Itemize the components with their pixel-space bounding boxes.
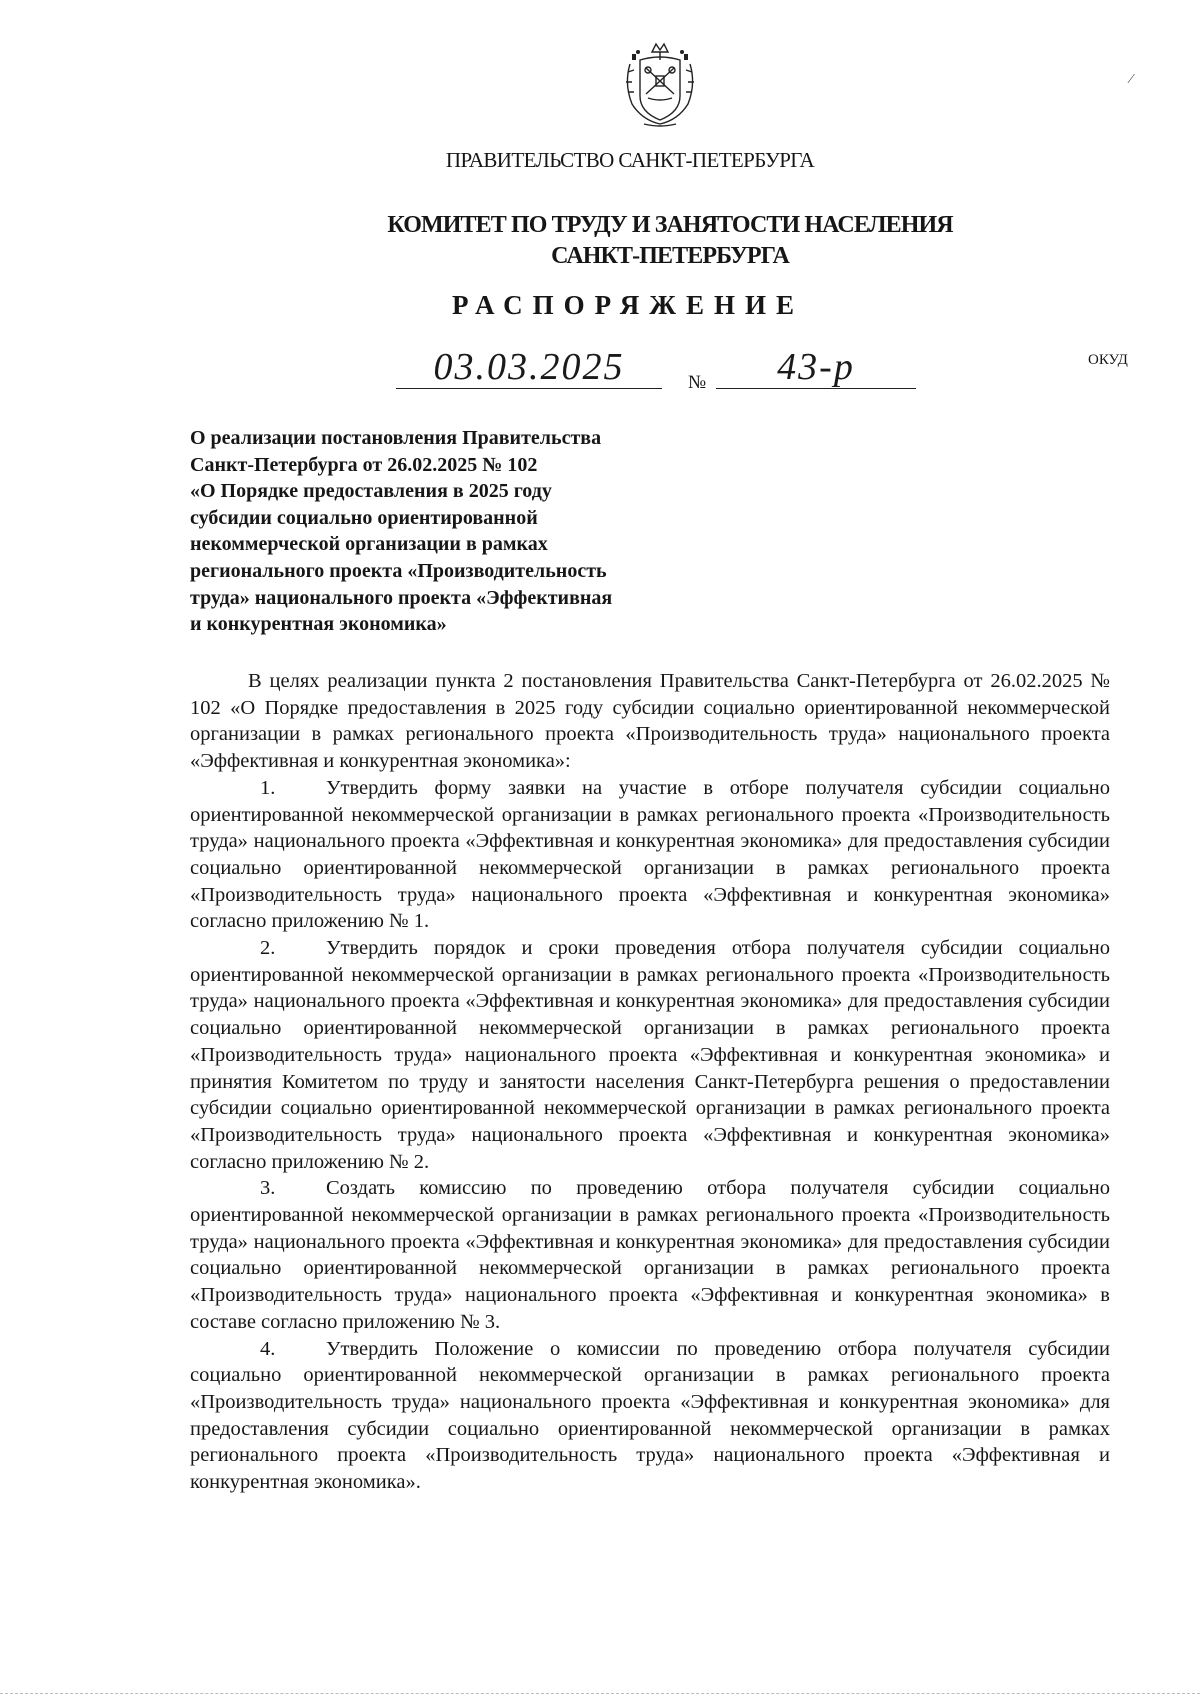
- item-text: Утвердить Положение о комиссии по проведению отбора получателя субсидии социально ориентированной некоммерческой организации в рамках регионального проекта «Производительность труда» национального проекта «Эффективная и конкурентная экономика» для предоставления субсидии социально ориентированной некоммерческой организации в рамках регионального проекта «Производительность труда» национального проекта «Эффективная и конкурентная экономика».: [190, 1337, 1110, 1494]
- subject-line: О реализации постановления Правительства: [190, 427, 602, 449]
- committee-title-line1: КОМИТЕТ ПО ТРУДУ И ЗАНЯТОСТИ НАСЕЛЕНИЯ: [387, 212, 953, 238]
- government-title: ПРАВИТЕЛЬСТВО САНКТ-ПЕТЕРБУРГА: [445, 148, 815, 172]
- subject-line: регионального проекта «Производительность: [190, 559, 607, 582]
- subject-line: труда» национального проекта «Эффективная: [190, 586, 613, 609]
- list-item: [190, 935, 1110, 1175]
- document-number: 43-р: [716, 346, 916, 389]
- subject-line: Санкт-Петербурга от 26.02.2025 № 102: [190, 453, 538, 476]
- intro-paragraph: В целях реализации пункта 2 постановления Правительства Санкт-Петербурга от 26.02.2025 № 102 «О Порядке предоставления в 2025 году субсидии социально ориентированной некоммерческой организации в рамках регионального проекта «Производительность труда» национального проекта «Эффективная и конкурентная экономика»:: [190, 670, 1110, 773]
- list-item: [190, 1336, 1110, 1496]
- item-number: 3.: [260, 1177, 276, 1200]
- item-text: Утвердить форму заявки на участие в отборе получателя субсидии социально ориентированной некоммерческой организации в рамках регионального проекта «Производительность труда» национального проекта «Эффективная и конкурентная экономика» для предоставления субсидии социально ориентированной некоммерческой организации в рамках регионального проекта «Производительность труда» национального проекта «Эффективная и конкурентная экономика» согласно приложению № 1.: [190, 776, 1110, 933]
- subject-line: «О Порядке предоставления в 2025 году: [190, 480, 552, 503]
- item-number: 4.: [260, 1337, 276, 1360]
- committee-title-line2: САНКТ-ПЕТЕРБУРГА: [551, 243, 789, 269]
- list-item: [190, 1175, 1110, 1335]
- subject-line: и конкурентная экономика»: [190, 613, 447, 636]
- document-date: 03.03.2025: [396, 346, 662, 389]
- list-item: [190, 775, 1110, 935]
- subject-line: некоммерческой организации в рамках: [190, 533, 548, 556]
- subject-line: субсидии социально ориентированной: [190, 506, 538, 529]
- scan-mark: ⁄: [1130, 72, 1133, 87]
- scan-edge-line: [0, 1693, 1200, 1694]
- item-number: 2.: [260, 937, 276, 960]
- document-subject: [190, 425, 710, 638]
- coat-of-arms-emblem: [618, 40, 702, 128]
- item-text: Создать комиссию по проведению отбора получателя субсидии социально ориентированной некоммерческой организации в рамках регионального проекта «Производительность труда» национального проекта «Эффективная и конкурентная экономика» для предоставления субсидии социально ориентированной некоммерческой организации в рамках регионального проекта «Производительность труда» национального проекта «Эффективная и конкурентная экономика» в составе согласно приложению № 3.: [190, 1177, 1110, 1333]
- item-number: 1.: [260, 776, 276, 799]
- item-text: Утвердить порядок и сроки проведения отбора получателя субсидии социально ориентированной некоммерческой организации в рамках регионального проекта «Производительность труда» национального проекта «Эффективная и конкурентная экономика» для предоставления субсидии социально ориентированной некоммерческой организации в рамках регионального проекта «Производительность труда» национального проекта «Эффективная и конкурентная экономика» и принятия Комитетом по труду и занятости населения Санкт-Петербурга решения о предоставлении субсидии социально ориентированной некоммерческой организации в рамках регионального проекта «Производительность труда» национального проекта «Эффективная и конкурентная экономика» согласно приложению № 2.: [190, 937, 1110, 1173]
- number-sign: №: [688, 372, 707, 393]
- document-body: [190, 668, 1110, 1496]
- okud-label: ОКУД: [1088, 352, 1128, 368]
- committee-title: [300, 210, 1040, 272]
- document-type: РАСПОРЯЖЕНИЕ: [451, 290, 805, 320]
